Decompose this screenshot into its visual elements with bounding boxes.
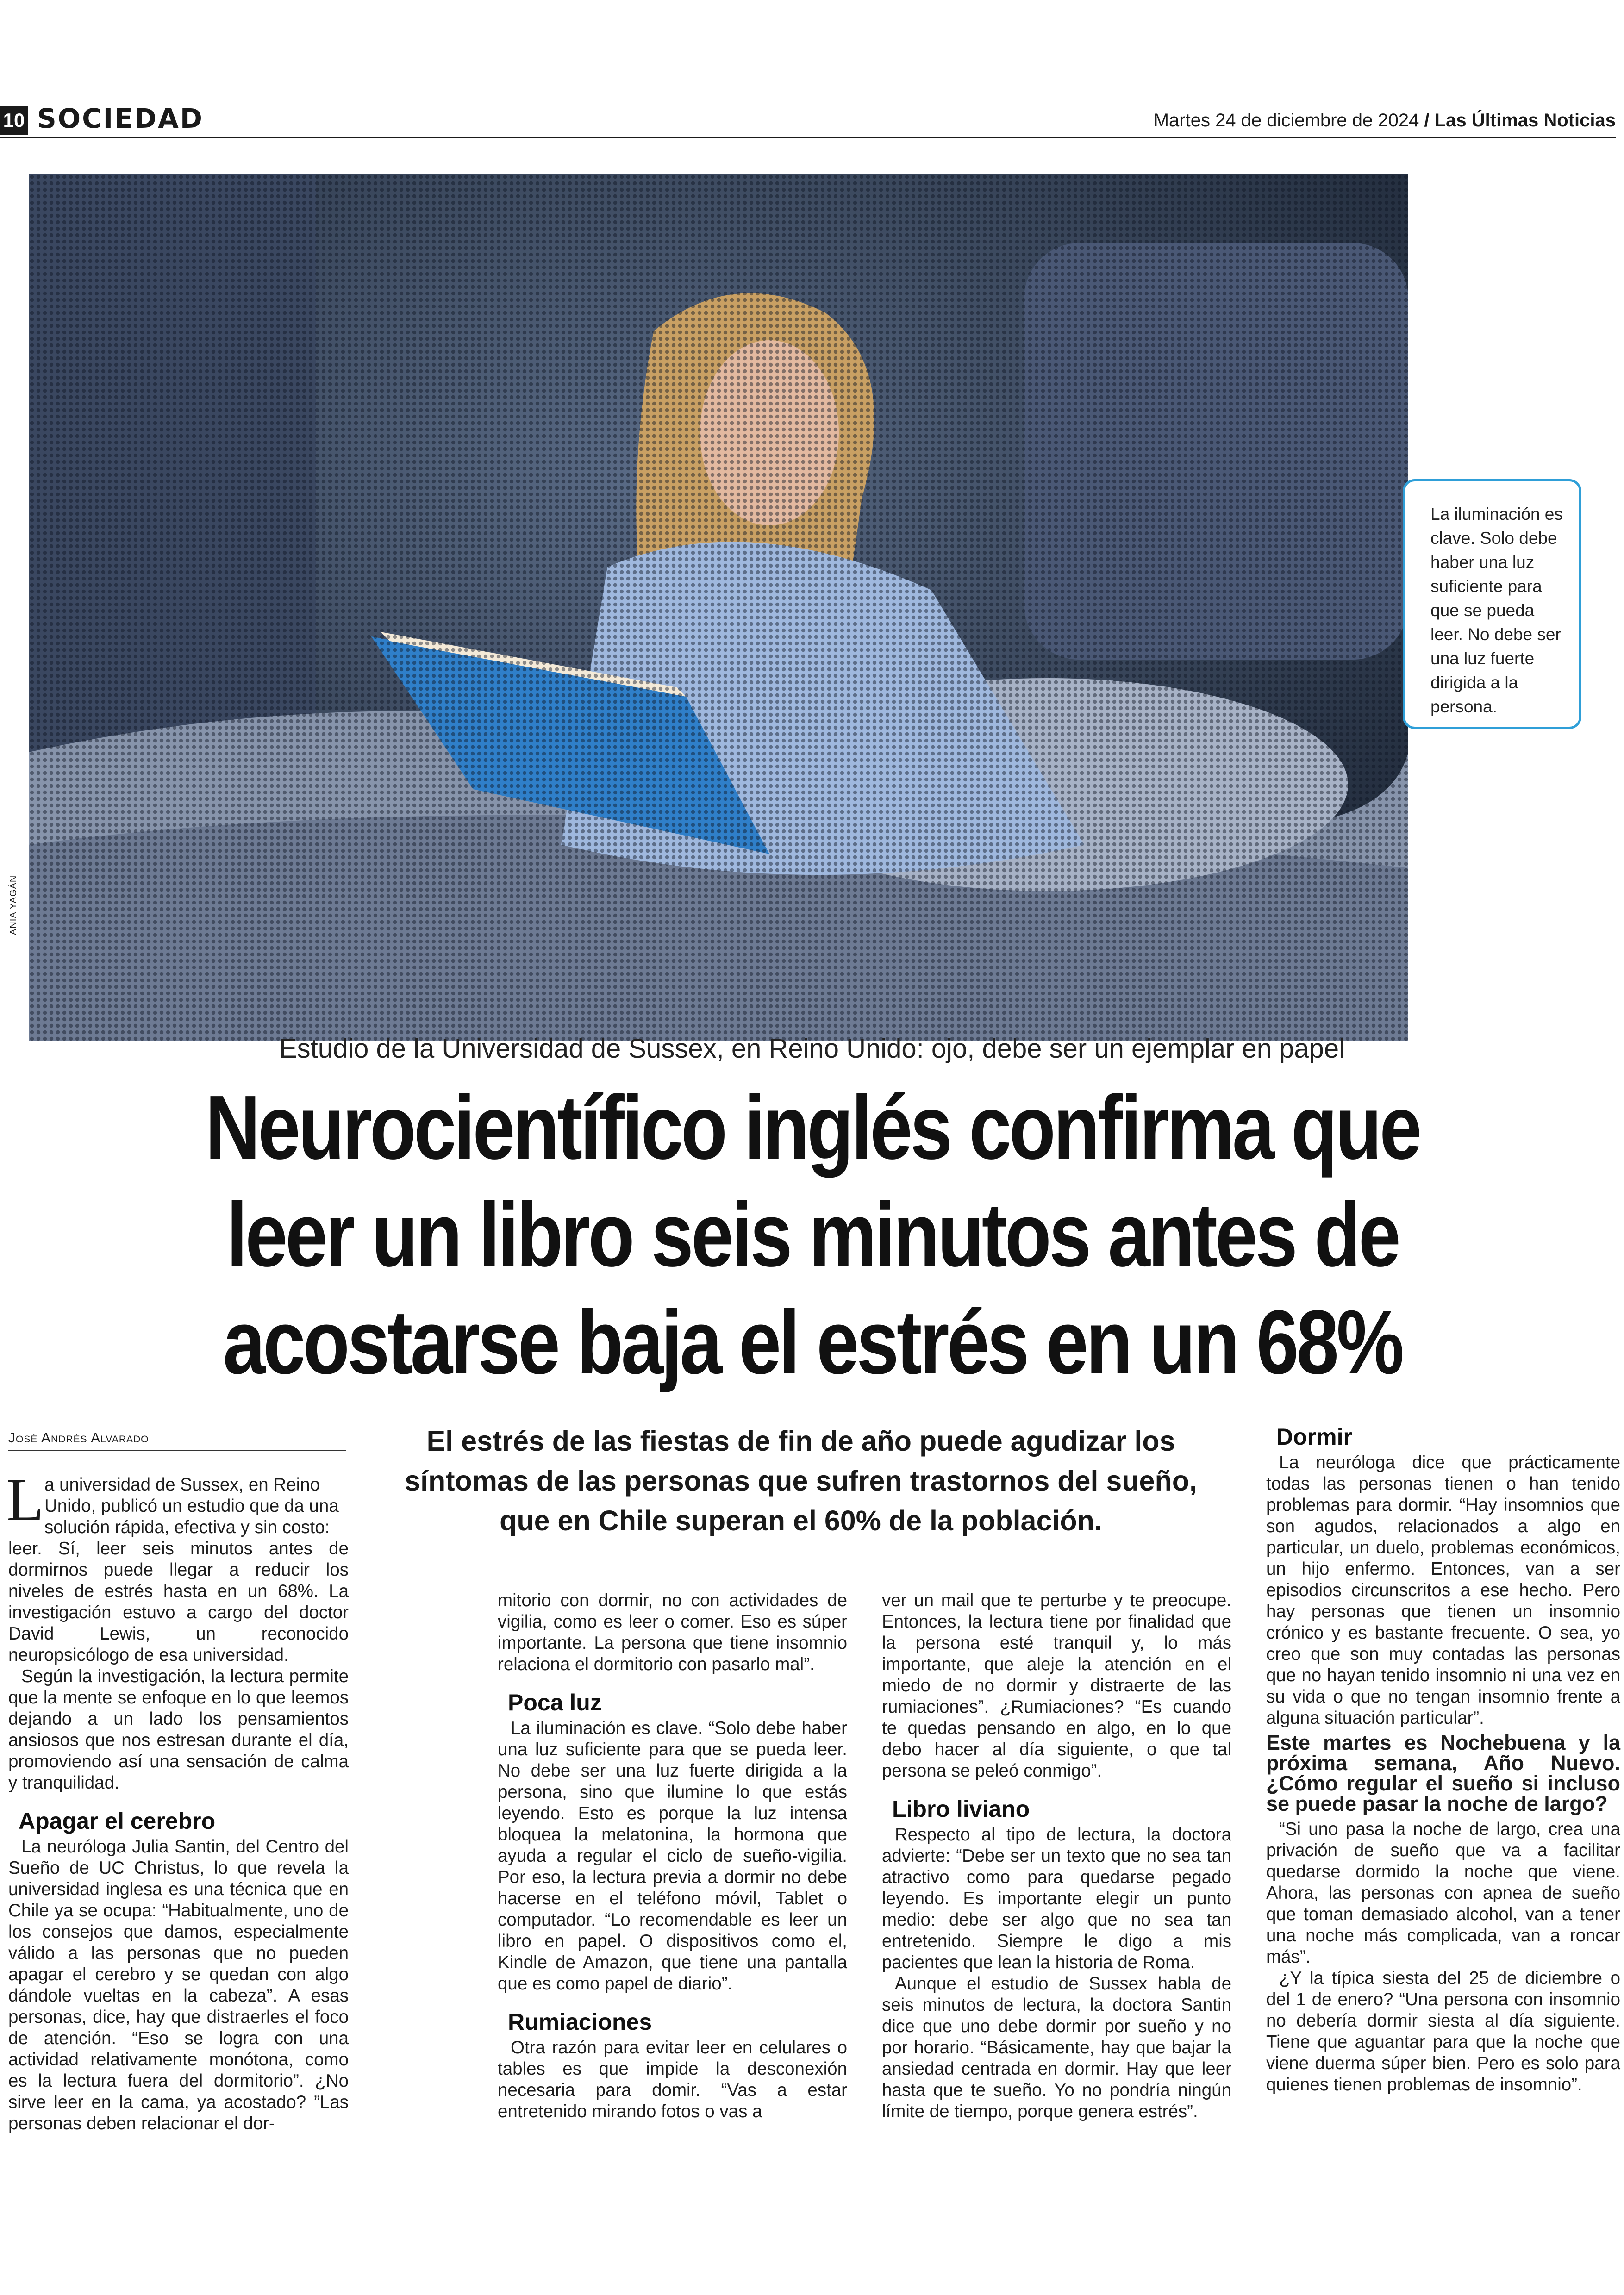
byline: José Andrés Alvarado (8, 1430, 149, 1446)
paragraph: “Si uno pasa la noche de largo, crea una privación de sueño que va a facilitar quedarse dormido la noche que viene. Ahora, las personas con apnea de sueño que toman demasiado alcohol, van a tener una noche más complicada, van a roncar más”. (1266, 1819, 1620, 1967)
paragraph: mitorio con dormir, no con actividades de vigilia, como es leer o comer. Eso es súper importante. La persona que tiene insomnio relaciona el dormitorio con pasarlo mal”. (498, 1590, 847, 1674)
opening-line: solución rápida, efectiva y sin costo: (44, 1517, 330, 1537)
header-rule (0, 137, 1616, 138)
paragraph: ver un mail que te perturbe y te preocupe. Entonces, la lectura tiene por finalidad que la persona esté tranquil y, lo más importante, que aleje la atención en el miedo de no dormir y distraerte de las rumiaciones”. ¿Rumiaciones? “Es cuando te quedas pensando en algo, en lo que debo hacer al día siguiente, o que tal persona se peleó conmigo”. (882, 1590, 1231, 1781)
photo-credit: ANIA YAGÁN (8, 875, 19, 935)
paragraph: La neuróloga dice que prácticamente todas las personas tienen o han tenido problemas para dormir. “Hay insomnios que son agudos, relacionados a algo en particular, un duelo, problemas económicos, un hijo enfermo. Entonces, van a ser episodios circunscritos a ese hecho. Pero hay personas que tienen un insomnio crónico y es bastante frecuente. O sea, yo creo que son muy contadas las personas que no hayan tenido insomnio ni una vez en su vida o que no tengan insomnio frente a alguna situación particular”. (1266, 1453, 1620, 1728)
column-1 (6, 1466, 349, 2134)
headline-line: Neurocientífico inglés confirma que (205, 1077, 1420, 1178)
paragraph: La iluminación es clave. “Solo debe haber una luz suficiente para que se pueda leer. No debe ser una luz fuerte dirigida a la persona, sino que ilumine lo que estás leyendo. Esto es porque la luz intensa bloquea la melatonina, la hormona que ayuda a regular el ciclo de sueño-vigilia. Por eso, la lectura previa a dormir no debe hacerse en el teléfono móvil, Tablet o computador. “Lo recomendable es leer un libro en papel. O dispositivos como el, Kindle de Amazon, que tiene una pantalla que es como papel de diario”. (498, 1718, 847, 1994)
dateline (1154, 110, 1616, 131)
byline-rule (8, 1450, 346, 1451)
article-headline (153, 1074, 1472, 1396)
publication-name: Las Últimas Noticias (1434, 110, 1616, 131)
lede-line: que en Chile superan el 60% de la población. (500, 1505, 1102, 1536)
page-number: 10 (0, 106, 28, 135)
paragraph: ¿Y la típica siesta del 25 de diciembre o del 1 de enero? “Una persona con insomnio no debería dormir siesta al día siguiente. Tiene que aguantar para que la noche que viene duerma súper bien. Pero es solo para quienes tienen problemas de insomnio”. (1266, 1968, 1620, 2095)
interview-question: Este martes es Nochebuena y la próxima semana, Año Nuevo. ¿Cómo regular el sueño si incluso se puede pasar la noche de largo? (1266, 1731, 1620, 1815)
paragraph: leer. Sí, leer seis minutos antes de dormirnos puede llegar a reducir los niveles de estrés hasta en un 68%. La investigación estuvo a cargo del doctor David Lewis, un reconocido neuropsicólogo de esa universidad. (8, 1539, 349, 1665)
subhead-dormir: Dormir (1276, 1424, 1352, 1450)
subhead-libro-liviano: Libro liviano (892, 1796, 1030, 1822)
issue-date: Martes 24 de diciembre de 2024 (1153, 110, 1419, 131)
paragraph: Respecto al tipo de lectura, la doctora advierte: “Debe ser un texto que no sea tan atractivo como para quedarse pegado leyendo. Es importante elegir un punto medio: debe ser algo que no sea tan entretenido. Siempre le digo a mis pacientes que lean la historia de Roma. (882, 1825, 1231, 1972)
column-1-opening (6, 1466, 349, 1538)
lede-line: síntomas de las personas que sufren trastornos del sueño, (405, 1465, 1197, 1497)
photo-callout: La iluminación es clave. Solo debe haber una luz suficiente para que se pueda leer. No debe ser una luz fuerte dirigida a la persona. (1403, 479, 1581, 729)
subhead-poca-luz: Poca luz (508, 1690, 602, 1715)
column-2 (498, 1590, 847, 2122)
subhead-apagar-el-cerebro: Apagar el cerebro (19, 1808, 216, 1834)
headline-line: acostarse baja el estrés en un 68% (223, 1291, 1402, 1393)
paragraph: La neuróloga Julia Santin, del Centro del Sueño de UC Christus, lo que revela la universidad inglesa es una técnica que en Chile ya se ocupa: “Habitualmente, uno de los consejos que damos, especialmente válido a las personas que no pueden apagar el cerebro y se quedan con algo dándole vueltas en la cabeza”. A esas personas, dice, hay que distraerles el foco de atención. “Eso se logra con una actividad relativamente monótona, como es la lectura fuera del dormitorio”. ¿No sirve leer en la cama, ya acostado? ”Las personas deben relacionar el dor- (8, 1837, 349, 2133)
drop-cap: L (6, 1466, 44, 1534)
section-title: SOCIEDAD (37, 103, 204, 134)
subhead-rumiaciones: Rumiaciones (508, 2009, 652, 2035)
paragraph: Aunque el estudio de Sussex habla de seis minutos de lectura, la doctora Santin dice que uno debe dormir por sueño y no por horario. “Básicamente, hay que bajar la ansiedad centrada en dormir. Hay que leer hasta que te sueño. Yo no pondría ningún límite de tiempo, porque genera estrés”. (882, 1974, 1231, 2121)
column-4 (1266, 1423, 1620, 2095)
opening-line: Unido, publicó un estudio que da una (44, 1496, 339, 1516)
headline-line: leer un libro seis minutos antes de (226, 1184, 1399, 1285)
paragraph: Según la investigación, la lectura permite que la mente se enfoque en lo que leemos dejando a un lado los pensamientos ansiosos que nos estresan durante el día, promoviendo así una sensación de calma y tranquilidad. (8, 1666, 349, 1793)
paragraph: Otra razón para evitar leer en celulares o tables es que impide la desconexión necesaria para domir. “Vas a estar entretenido mirando fotos o vas a (498, 2038, 847, 2121)
dateline-separator: / (1424, 110, 1430, 131)
article-kicker: Estudio de la Universidad de Sussex, en Reino Unido: ojo, debe ser un ejemplar en papel (279, 1034, 1345, 1064)
lede-line: El estrés de las fiestas de fin de año puede agudizar los (426, 1425, 1175, 1457)
opening-line: a universidad de Sussex, en Reino (44, 1475, 320, 1495)
column-3 (882, 1590, 1231, 2122)
article-lede (361, 1421, 1241, 1540)
article-photo (29, 174, 1408, 1041)
